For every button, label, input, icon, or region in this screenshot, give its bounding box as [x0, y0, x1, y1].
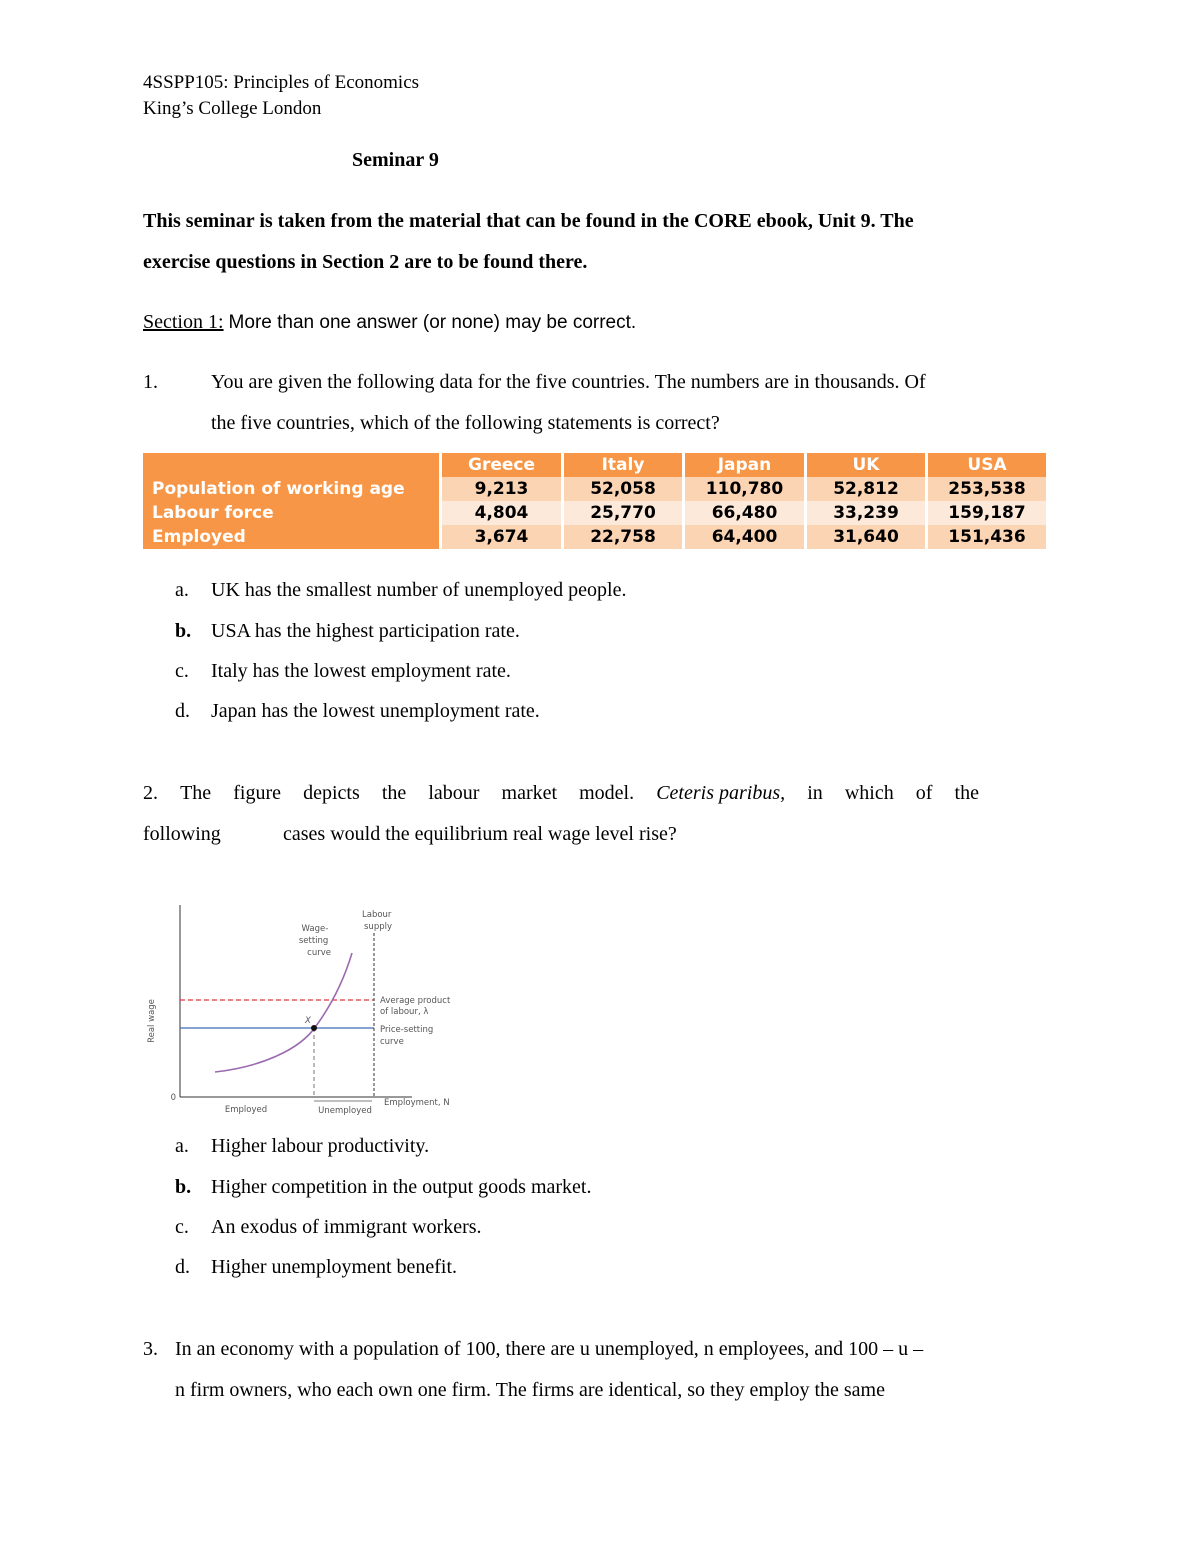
wage-setting-label-line: setting: [298, 936, 329, 946]
q2-option-b: [175, 1167, 592, 1208]
labour-supply-label: [362, 910, 394, 932]
q2-word-ceteris: Ceteris paribus,: [656, 782, 786, 804]
point-label: X: [305, 1016, 311, 1026]
x-axis-label: Employment, N: [384, 1098, 450, 1108]
unemployed-label: Unemployed: [318, 1106, 372, 1116]
labour-supply-label-line: supply: [364, 922, 392, 932]
institution: King’s College London: [143, 98, 322, 119]
avg-product-label-line: Average product: [380, 996, 451, 1006]
q2-option-d: [175, 1247, 457, 1288]
option-text: Japan has the lowest unemployment rate.: [211, 700, 540, 722]
table-cell: 52,058: [564, 477, 685, 501]
row-label: Labour force: [143, 501, 442, 525]
table-row: [143, 501, 1046, 525]
q2-word: the: [954, 782, 979, 804]
table-cell: 9,213: [442, 477, 564, 501]
labour-market-figure: [140, 895, 470, 1120]
q2-word: 2.: [143, 782, 158, 804]
q3-line-1: In an economy with a population of 100, there are u unemployed, n employees, and 100 – u –: [175, 1338, 924, 1360]
q2-word: figure: [233, 782, 282, 804]
q2-word: labour: [428, 782, 480, 804]
labour-supply-label-line: Labour: [362, 910, 392, 920]
table-row: [143, 477, 1046, 501]
page-title: Seminar 9: [352, 149, 439, 171]
q2-word: depicts: [303, 782, 360, 804]
option-letter: a.: [175, 579, 189, 601]
table-cell: 31,640: [807, 525, 928, 549]
q2-word: the: [381, 782, 407, 804]
col-header: USA: [928, 453, 1046, 477]
price-setting-label-line: curve: [380, 1037, 404, 1047]
q2-word: which: [844, 782, 894, 804]
q2-word: of: [915, 782, 933, 804]
q1-number: 1.: [143, 371, 158, 393]
origin-label: 0: [170, 1093, 176, 1103]
option-letter: b.: [175, 1176, 192, 1198]
option-letter: c.: [175, 660, 189, 682]
option-letter: d.: [175, 700, 190, 722]
table-cell: 64,400: [685, 525, 807, 549]
wage-setting-label-line: curve: [307, 948, 331, 958]
option-text: Higher competition in the output goods market.: [211, 1176, 592, 1198]
option-letter: d.: [175, 1256, 190, 1278]
q2-line-2a: following: [143, 823, 221, 845]
table-cell: 253,538: [928, 477, 1046, 501]
row-label: Employed: [143, 525, 442, 549]
q2-line-2b: cases would the equilibrium real wage level rise?: [283, 823, 677, 845]
q1-line-1: You are given the following data for the five countries. The numbers are in thousands. Of: [211, 371, 926, 393]
section-1-heading: [143, 302, 636, 343]
table-row: [143, 525, 1046, 549]
option-letter: b.: [175, 620, 192, 642]
q2-word: The: [180, 782, 212, 804]
col-header: UK: [807, 453, 928, 477]
avg-product-label: [380, 996, 453, 1017]
course-code: 4SSPP105: Principles of Economics: [143, 72, 420, 93]
q2-option-c: [175, 1207, 482, 1248]
country-data-table: [143, 453, 1046, 549]
table-header-row: [143, 453, 1046, 477]
table-cell: 52,812: [807, 477, 928, 501]
col-header: Italy: [564, 453, 685, 477]
q1-option-c: [175, 651, 511, 692]
intro-line-2: exercise questions in Section 2 are to be found there.: [143, 251, 588, 273]
option-text: An exodus of immigrant workers.: [211, 1216, 482, 1238]
price-setting-label: [380, 1025, 436, 1047]
col-header: Japan: [685, 453, 807, 477]
avg-product-label-line: of labour, λ: [380, 1007, 429, 1017]
q2-option-a: [175, 1126, 429, 1167]
table-cell: 159,187: [928, 501, 1046, 525]
wage-setting-curve: [215, 953, 352, 1072]
intro-line-1: This seminar is taken from the material that can be found in the CORE ebook, Unit 9. The: [143, 210, 914, 232]
q2-word: market: [501, 782, 558, 804]
y-axis-label: Real wage: [147, 999, 157, 1043]
option-text: UK has the smallest number of unemployed people.: [211, 579, 627, 601]
q1-option-b: [175, 611, 520, 652]
table-cell: 25,770: [564, 501, 685, 525]
price-setting-label-line: Price-setting: [380, 1025, 434, 1035]
option-text: USA has the highest participation rate.: [211, 620, 520, 642]
table-cell: 3,674: [442, 525, 564, 549]
q2-word: model.: [579, 782, 635, 804]
option-letter: c.: [175, 1216, 189, 1238]
row-label: Population of working age: [143, 477, 442, 501]
table-cell: 110,780: [685, 477, 807, 501]
col-header: Greece: [442, 453, 564, 477]
section-1-label: Section 1:: [143, 311, 224, 333]
section-1-text: More than one answer (or none) may be correct.: [228, 312, 637, 333]
option-text: Higher labour productivity.: [211, 1135, 430, 1157]
q1-option-d: [175, 691, 540, 732]
table-cell: 33,239: [807, 501, 928, 525]
q2-line-1: [143, 773, 979, 814]
table-cell: 4,804: [442, 501, 564, 525]
q2-word: in: [807, 782, 823, 804]
table-cell: 151,436: [928, 525, 1046, 549]
q3-line-2: n firm owners, who each own one firm. The firms are identical, so they employ the same: [175, 1379, 885, 1401]
wage-setting-label: [299, 924, 331, 958]
table-corner-cell: [143, 453, 442, 477]
table-cell: 66,480: [685, 501, 807, 525]
q1-option-a: [175, 570, 626, 611]
table-cell: 22,758: [564, 525, 685, 549]
employed-label: Employed: [224, 1105, 268, 1115]
option-text: Italy has the lowest employment rate.: [211, 660, 511, 682]
option-letter: a.: [175, 1135, 189, 1157]
equilibrium-point: [311, 1025, 317, 1031]
q3-number: 3.: [143, 1338, 158, 1360]
wage-setting-label-line: Wage-: [301, 924, 329, 934]
q1-line-2: the five countries, which of the following statements is correct?: [211, 412, 720, 434]
option-text: Higher unemployment benefit.: [211, 1256, 458, 1278]
